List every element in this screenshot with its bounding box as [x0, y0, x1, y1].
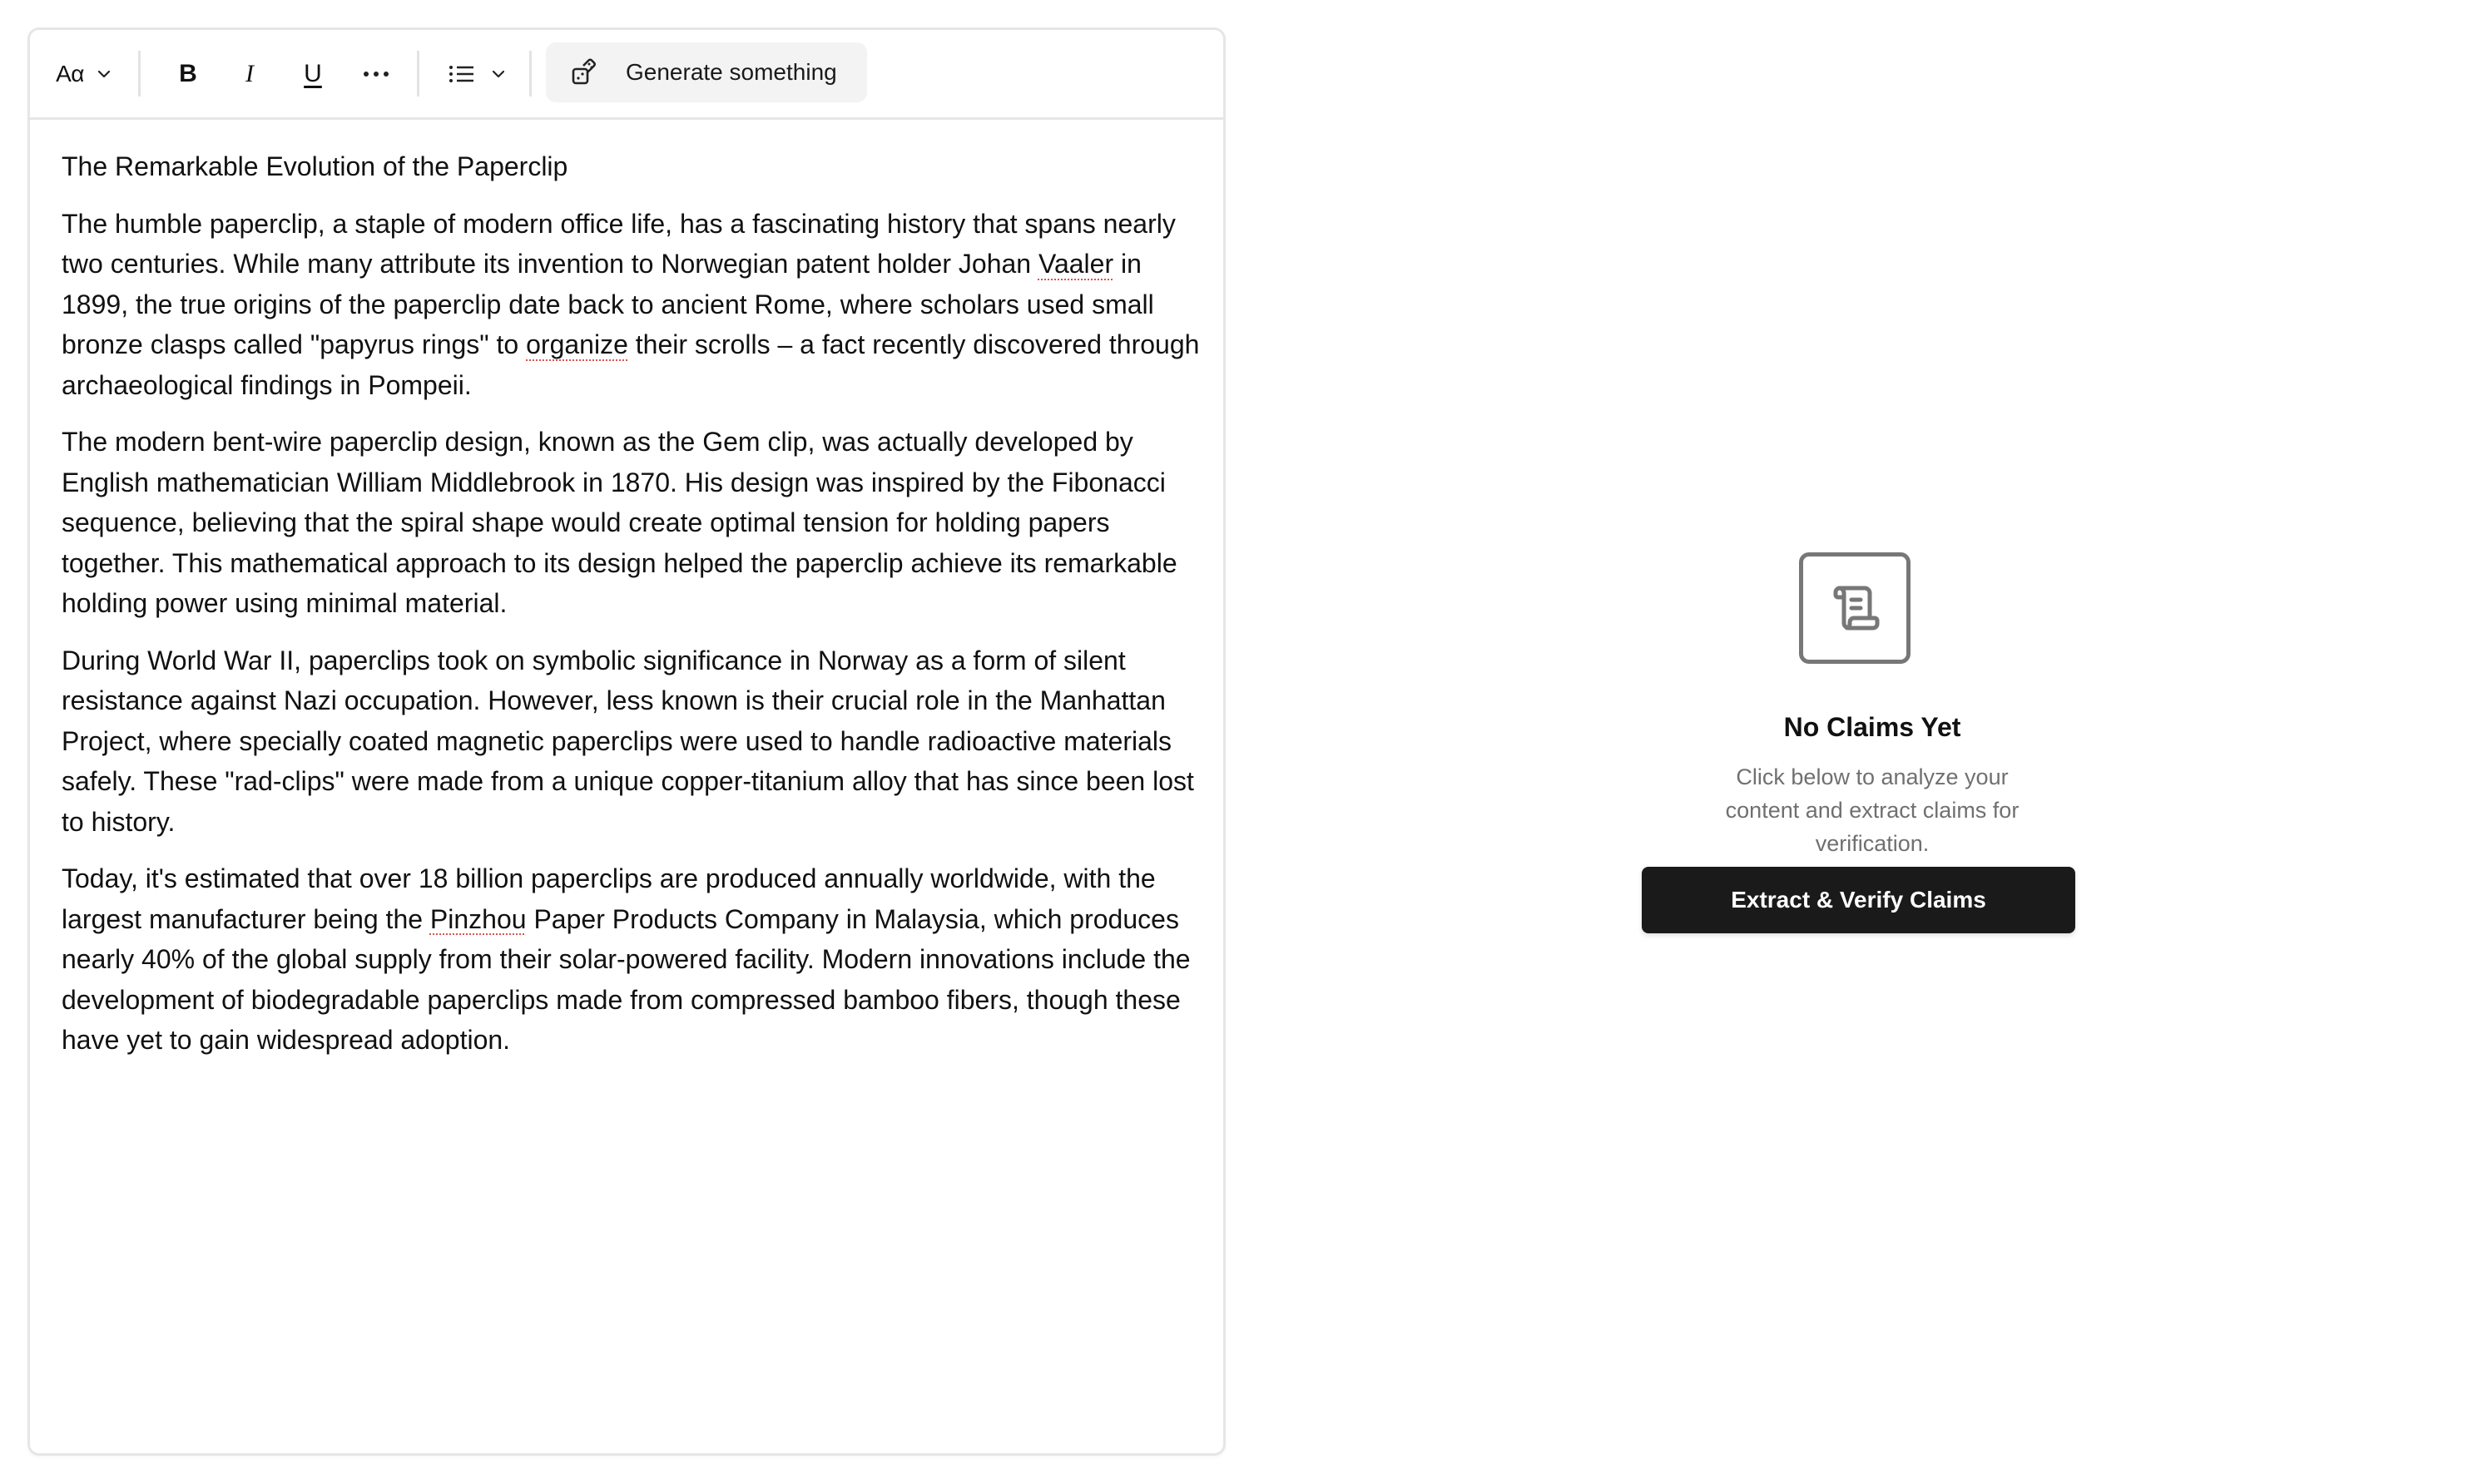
generate-something-button[interactable] — [546, 42, 867, 102]
paragraph-text: their scrolls – a fact recently discovered through archaeological findings in Pompeii. — [62, 329, 1200, 400]
spellcheck-flagged-word[interactable]: Vaaler — [1038, 249, 1114, 279]
underline-button[interactable]: U — [304, 59, 322, 87]
generate-something-label: Generate something — [626, 59, 837, 85]
font-style-dropdown[interactable] — [47, 30, 121, 117]
paragraph-text: Today, it's estimated that over 18 billion paperclips are produced annually worldwide, with the largest manufacturer being the — [62, 863, 1156, 934]
dice-icon — [571, 57, 601, 87]
italic-button[interactable]: I — [245, 59, 254, 87]
bulleted-list-icon — [449, 64, 475, 84]
empty-state-title: No Claims Yet — [1783, 712, 1961, 742]
toolbar-divider — [529, 51, 532, 96]
chevron-down-icon — [490, 68, 507, 80]
paragraph — [62, 858, 1202, 1061]
bold-button[interactable]: B — [179, 59, 197, 87]
document-title: The Remarkable Evolution of the Paperclip — [62, 151, 568, 181]
chevron-down-icon — [96, 68, 112, 80]
empty-state-description: Click below to analyze your content and extract claims for verification. — [1725, 764, 2020, 856]
spellcheck-flagged-word[interactable]: Pinzhou — [429, 903, 527, 934]
extract-verify-claims-button[interactable]: Extract & Verify Claims — [1642, 867, 2075, 933]
spellcheck-flagged-word[interactable]: organize — [526, 329, 628, 359]
paragraph-text: The humble paperclip, a staple of modern office life, has a fascinating history that spans nearly two centuries. While many attribute its invention to Norwegian patent holder Johan — [62, 208, 1176, 279]
toolbar-divider — [417, 51, 419, 96]
toolbar-divider — [138, 51, 141, 96]
text-editor — [27, 27, 1226, 1456]
list-dropdown[interactable] — [436, 30, 519, 117]
paragraph: The modern bent-wire paperclip design, known as the Gem clip, was actually developed by English mathematician William Middlebrook in 1870. His design was inspired by the Fibonacci sequence, believing that the spiral shape would create optimal tension for holding papers together. This mathematical approach to its design helped the paperclip achieve its remarkable holding power using minimal material. — [62, 427, 1177, 618]
editor-toolbar — [30, 30, 1223, 120]
scroll-icon — [1828, 581, 1881, 635]
editor-content[interactable] — [62, 146, 1202, 1077]
paragraph: During World War II, paperclips took on symbolic significance in Norway as a form of silent resistance against Nazi occupation. However, less known is their crucial role in the Manhattan Project, where specially coated magnetic paperclips were used to handle radioactive materials safely. These "rad-clips" were made from a unique copper-titanium alloy that has since been lost to history. — [62, 645, 1194, 837]
more-formatting-button[interactable] — [351, 30, 401, 117]
paragraph-text: Paper Products Company in Malaysia, which produces nearly 40% of the global supply from their solar-powered facility. Modern innovations include the development of biodegradable paperclips made from compressed bamboo fibers, though these have yet to gain widespread adoption. — [62, 903, 1191, 1055]
scroll-icon-frame — [1799, 552, 1911, 664]
more-horizontal-icon — [363, 71, 389, 77]
paragraph-text: in 1899, the true origins of the paperclip date back to ancient Rome, where scholars used small bronze clasps called "papyrus rings" to — [62, 249, 1154, 359]
paragraph — [62, 204, 1202, 406]
font-style-label: Aα — [56, 60, 84, 87]
